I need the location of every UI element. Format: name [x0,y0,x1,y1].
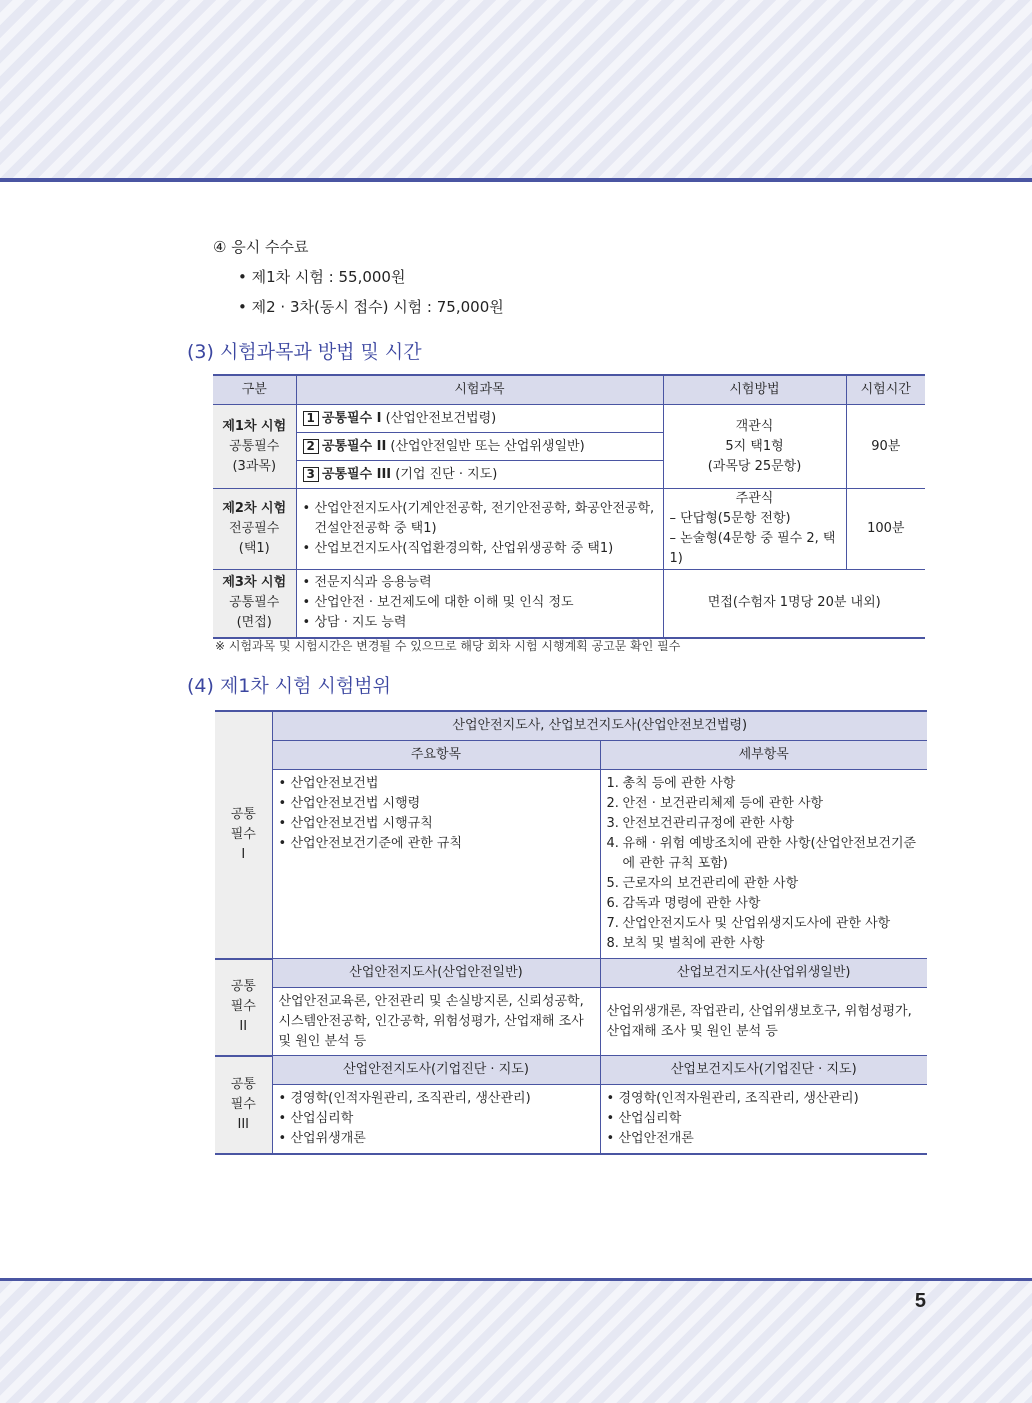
header-cell: 시험과목 [296,375,663,405]
item-number: 2. [606,796,619,811]
list-item: • 산업안전 · 보건제도에 대한 이해 및 인식 정도 [303,593,657,613]
list-item: • 상담 · 지도 능력 [303,613,657,633]
method-line: 주관식 [735,491,774,506]
subject-name: 공통필수 I [321,410,382,426]
list-item: • 산업안전보건법 [279,774,594,794]
label-line: 공통필수 [229,595,280,611]
exam-schedule-table [213,374,925,639]
subject-number: 1 [303,411,319,426]
header-cell: 시험방법 [663,375,846,405]
row-label [213,405,296,489]
subject-cell [296,570,663,638]
label-line: I [241,846,246,862]
method-cell [663,405,846,489]
table-row [215,770,927,959]
table-row [215,711,927,741]
label-line: 공통필수 [229,438,280,454]
table-row [215,959,927,988]
list-item [607,934,922,954]
item-text: 산업안전지도사 및 산업위생지도사에 관한 사항 [622,916,891,931]
subgroup-title: 산업안전지도사(기업진단 · 지도) [272,1056,600,1085]
group-title: 산업안전지도사, 산업보건지도사(산업안전보건법령) [272,711,927,741]
table-row [215,1056,927,1085]
list-item: • 전문지식과 응용능력 [303,573,657,593]
method-line: 5지 택1형 [725,438,784,454]
label-line: 제2차 시험 [222,501,287,516]
method-cell: 면접(수험자 1명당 20분 내외) [663,570,925,638]
subject-desc: (산업안전보건법령) [381,410,497,426]
label-line: 제3차 시험 [222,575,287,591]
table-row [215,741,927,770]
table-row [213,405,925,433]
list-item: • 산업안전보건법 시행규칙 [279,814,594,834]
subject-number: 3 [303,467,319,482]
item-number: 7. [606,916,619,931]
label-line: 제1차 시험 [222,418,287,434]
label-line: 전공필수 [229,521,280,536]
group-label [215,1056,272,1155]
subgroup-title: 산업보건지도사(산업위생일반) [600,959,927,988]
subject-cell [296,405,663,433]
list-item [607,894,922,914]
item-number: 8. [606,936,619,951]
list-item: • 산업안전지도사(기계안전공학, 전기안전공학, 화공안전공학, 건설안전공학 중 택1) [303,499,657,539]
label-line: 필수 [230,1096,256,1112]
method-line: 객관식 [735,418,774,434]
method-cell [663,489,846,570]
item-number: 4. [606,836,619,851]
label-line: (택1) [238,541,270,556]
scope-text-cell: 산업안전교육론, 안전관리 및 손실방지론, 신뢰성공학, 시스템안전공학, 인간공학, 위험성평가, 산업재해 조사 및 원인 분석 등 [272,988,600,1056]
label-line: 공통 [230,1076,256,1092]
subject-desc: (산업안전일반 또는 산업위생일반) [386,438,585,454]
subject-name: 공통필수 II [321,438,387,454]
scope-list-cell [600,1085,927,1155]
item-number: 3. [606,816,619,831]
list-item [607,874,922,894]
row-label [213,570,296,638]
group-label [215,959,272,1056]
label-line: III [237,1116,249,1132]
detail-items-cell [600,770,927,959]
header-cell: 구분 [213,375,296,405]
table-row [215,1085,927,1155]
time-cell: 90분 [846,405,925,489]
item-text: 안전 · 보건관리체제 등에 관한 사항 [622,796,824,811]
list-item: • 산업심리학 [607,1109,922,1129]
label-line: 공통 [230,806,256,822]
subject-name: 공통필수 III [321,466,392,482]
label-line: II [239,1019,248,1034]
fee-item-1: • 제1차 시험 : 55,000원 [238,268,406,286]
table-header-row [213,375,925,405]
item-number: 5. [606,876,619,891]
list-item: • 산업안전개론 [607,1129,922,1149]
list-item: • 산업안전보건기준에 관한 규칙 [279,834,594,854]
item-text: 유해 · 위험 예방조치에 관한 사항(산업안전보건기준에 관한 규칙 포함) [622,836,917,871]
column-header: 주요항목 [272,741,600,770]
column-header: 세부항목 [600,741,927,770]
list-item: • 산업안전보건법 시행령 [279,794,594,814]
time-cell: 100분 [846,489,925,570]
subgroup-title: 산업보건지도사(기업진단 · 지도) [600,1056,927,1085]
subject-cell [296,461,663,489]
table-row [215,988,927,1056]
label-line: 필수 [230,826,256,842]
scope-list-cell [272,1085,600,1155]
list-item [607,774,922,794]
section-3-heading: (3) 시험과목과 방법 및 시간 [187,341,422,363]
table-row [213,489,925,570]
item-number: 6. [606,896,619,911]
list-item: • 산업보건지도사(직업환경의학, 산업위생공학 중 택1) [303,539,657,559]
section-3-note: ※ 시험과목 및 시험시간은 변경될 수 있으므로 해당 회차 시험 시행계획 공고문 확인 필수 [215,639,681,653]
item-number: 1. [606,776,619,791]
label-line: (면접) [236,615,272,631]
subgroup-title: 산업안전지도사(산업안전일반) [272,959,600,988]
list-item [607,794,922,814]
header-band [0,0,1032,182]
section-4-heading: (4) 제1차 시험 시험범위 [187,675,391,697]
list-item [607,914,922,934]
item-text: 감독과 명령에 관한 사항 [622,896,761,911]
fee-title: ④ 응시 수수료 [213,238,309,256]
list-item: • 산업위생개론 [279,1129,594,1149]
method-line: (과목당 25문항) [707,458,802,474]
subject-desc: (기업 진단 · 지도) [391,466,498,482]
subject-number: 2 [303,439,319,454]
label-line: 공통 [230,979,256,994]
method-line: – 논술형(4문항 중 필수 2, 택1) [669,531,836,566]
list-item: • 경영학(인적자원관리, 조직관리, 생산관리) [279,1089,594,1109]
item-text: 보칙 및 벌칙에 관한 사항 [622,936,765,951]
list-item: • 산업심리학 [279,1109,594,1129]
page-number: 5 [914,1290,926,1312]
item-text: 총칙 등에 관한 사항 [622,776,736,791]
table-row [213,570,925,638]
item-text: 근로자의 보건관리에 관한 사항 [622,876,799,891]
label-line: 필수 [230,999,256,1014]
scope-text-cell: 산업위생개론, 작업관리, 산업위생보호구, 위험성평가, 산업재해 조사 및 원인 분석 등 [600,988,927,1056]
group-label [215,711,272,959]
method-line: – 단답형(5문항 전항) [669,511,791,526]
row-label [213,489,296,570]
subject-cell [296,489,663,570]
label-line: (3과목) [232,458,277,474]
main-items-cell [272,770,600,959]
list-item: • 경영학(인적자원관리, 조직관리, 생산관리) [607,1089,922,1109]
list-item [607,834,922,874]
fee-item-2: • 제2 · 3차(동시 접수) 시험 : 75,000원 [238,298,504,316]
subject-cell [296,433,663,461]
footer-band [0,1278,1032,1403]
list-item [607,814,922,834]
exam-scope-table [215,710,927,1155]
header-cell: 시험시간 [846,375,925,405]
item-text: 안전보건관리규정에 관한 사항 [622,816,795,831]
